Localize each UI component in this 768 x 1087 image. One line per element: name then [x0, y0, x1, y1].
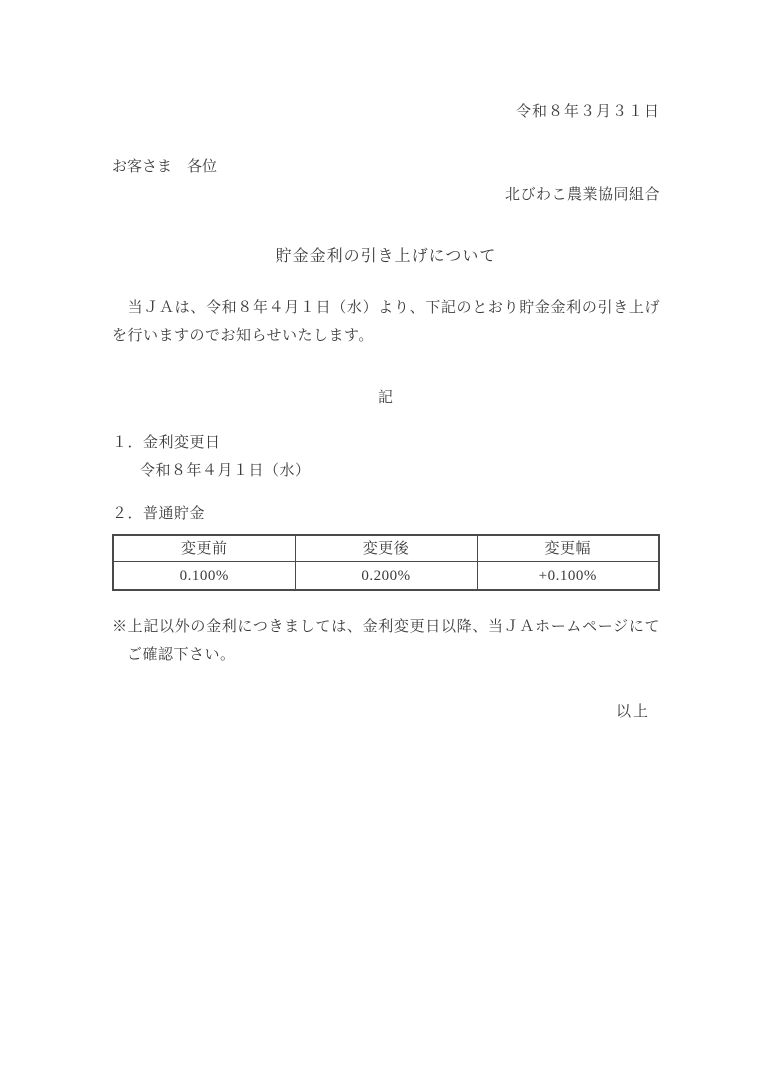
rate-table-header-row	[113, 535, 659, 562]
body-paragraph: 当ＪＡは、令和８年４月１日（水）より、下記のとおり貯金金利の引き上げを行いますのでお知らせいたします。	[112, 300, 660, 344]
document-date: 令和８年３月３１日	[515, 104, 660, 120]
sender-organization: 北びわこ農業協同組合	[504, 187, 660, 203]
rate-table-data-row	[113, 562, 659, 591]
item1-value-date: 令和８年４月１日（水）	[140, 463, 311, 479]
item2-label-ordinary-savings: ２．普通貯金	[112, 506, 206, 522]
rate-table-header-change: 変更幅	[477, 535, 659, 562]
footnote: ※上記以外の金利につきましては、金利変更日以降、当ＪＡホームページにてご確認下さい。	[112, 619, 660, 663]
recipient-line: お客さま 各位	[112, 159, 218, 175]
closing-ijo: 以上	[615, 704, 650, 720]
rate-before-value: 0.100%	[113, 562, 295, 591]
rate-change-value: +0.100%	[477, 562, 659, 591]
ki-marker: 記	[377, 390, 394, 406]
item1-label-rate-change-date: １．金利変更日	[112, 435, 221, 451]
rate-table-header-after: 変更後	[295, 535, 477, 562]
document-title: 貯金金利の引き上げについて	[275, 248, 497, 265]
rate-after-value: 0.200%	[295, 562, 477, 591]
rate-table	[112, 534, 660, 591]
rate-table-header-before: 変更前	[113, 535, 295, 562]
